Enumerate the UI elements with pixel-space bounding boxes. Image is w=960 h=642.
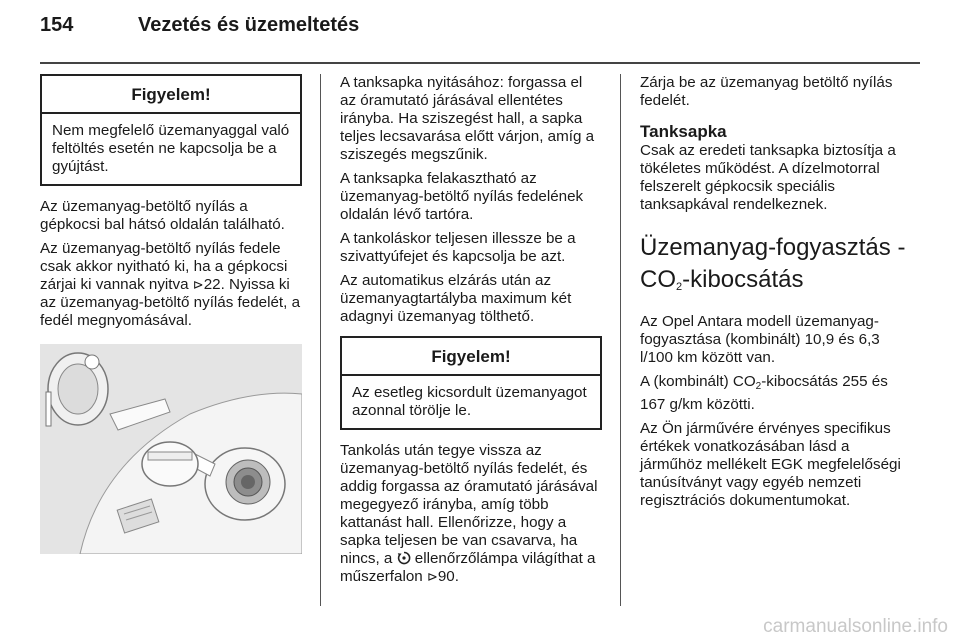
column-middle — [340, 74, 602, 592]
paragraph: Az automatikus elzárás után az üzemanyagtartályba maximum két adagnyi üzemanyag tölthető. — [340, 272, 572, 325]
fuel-cap-warning-lamp-icon — [397, 551, 411, 565]
page-reference[interactable]: 22 — [203, 276, 221, 293]
section-title: Üzemanyag-fogyasztás - $CO_2$-kibocsátás — [640, 234, 906, 293]
warning-title: Figyelem! — [42, 76, 300, 114]
fuel-cap-icon — [142, 442, 198, 486]
paragraph: A (kombinált) $CO_2$-kibocsátás 255 és 167 g/km közötti. — [640, 373, 888, 413]
page-header — [40, 14, 920, 50]
paragraph: A tankoláskor teljesen illessze be a szivattyúfejet és kapcsolja be azt. — [340, 230, 576, 265]
paragraph: Az üzemanyag-betöltő nyílás a gépkocsi bal hátsó oldalán található. — [40, 198, 285, 233]
column-left — [40, 74, 302, 554]
warning-box — [340, 336, 602, 430]
warning-box — [40, 74, 302, 186]
page-number: 154 — [40, 14, 74, 36]
paragraph: Zárja be az üzemanyag betöltő nyílás fedelét. — [640, 74, 893, 109]
header-rule — [40, 62, 920, 64]
column-divider — [320, 74, 321, 606]
warning-text: Az esetleg kicsordult üzemanyagot azonnal törölje le. — [352, 384, 587, 419]
fuel-filler-neck-icon — [205, 448, 285, 520]
paragraph: Az Opel Antara modell üzemanyag-fogyasztása (kombinált) 10,9 és 6,3 l/100 km között van. — [640, 313, 880, 366]
fuel-filler-illustration — [40, 344, 302, 554]
paragraph: A tanksapka nyitásához: forgassa el az óramutató járásával ellentétes irányba. Ha sziszegést hall, a sapka teljes lecsavarása előtt várjon, amíg a sziszegés megszűnik. — [340, 74, 595, 163]
warning-text: Nem megfelelő üzemanyaggal való feltöltés esetén ne kapcsolja be a gyújtást. — [52, 122, 290, 175]
page-reference[interactable]: 90 — [437, 568, 455, 585]
paragraph: Az Ön járművére érvényes specifikus értékek vonatkozásában lásd a járműhöz mellékelt EGK megfelelőségi tanúsítványt vagy egyéb nemzeti regisztrációs dokumentumokat. — [640, 420, 901, 509]
page-ref-icon: ⊳ — [426, 569, 438, 584]
paragraph: Tankolás után tegye vissza az üzemanyag-betöltő nyílás fedelét, és addig forgassa az óramutató járásával megegyező irányba, amíg több kattanást hall. Ellenőrizze, hogy a sapka teljesen be van csavarva, ha nincs, a ellenőrzőlámpa világíthat a műszerfalon ⊳90. — [340, 442, 598, 585]
section-heading: Tanksapka — [640, 122, 727, 141]
column-right — [640, 74, 912, 516]
paragraph: Csak az eredeti tanksapka biztosítja a tökéletes működést. A dízelmotorral felszerelt gépkocsik speciális tanksapkával rendelkeznek. — [640, 142, 896, 213]
warning-title: Figyelem! — [342, 338, 600, 376]
paragraph: Az üzemanyag-betöltő nyílás fedele csak akkor nyitható ki, ha a gépkocsi zárjai ki vannak nyitva ⊳22. Nyissa ki az üzemanyag-betöltő nyílás fedelét, a fedél megnyomásával. — [40, 240, 301, 329]
paragraph: A tanksapka felakasztható az üzemanyag-betöltő nyílás fedelének oldalán lévő tartóra. — [340, 170, 584, 223]
column-divider — [620, 74, 621, 606]
page-ref-icon: ⊳ — [192, 277, 204, 292]
watermark: carmanualsonline.info — [763, 616, 948, 637]
page-title: Vezetés és üzemeltetés — [138, 14, 360, 36]
